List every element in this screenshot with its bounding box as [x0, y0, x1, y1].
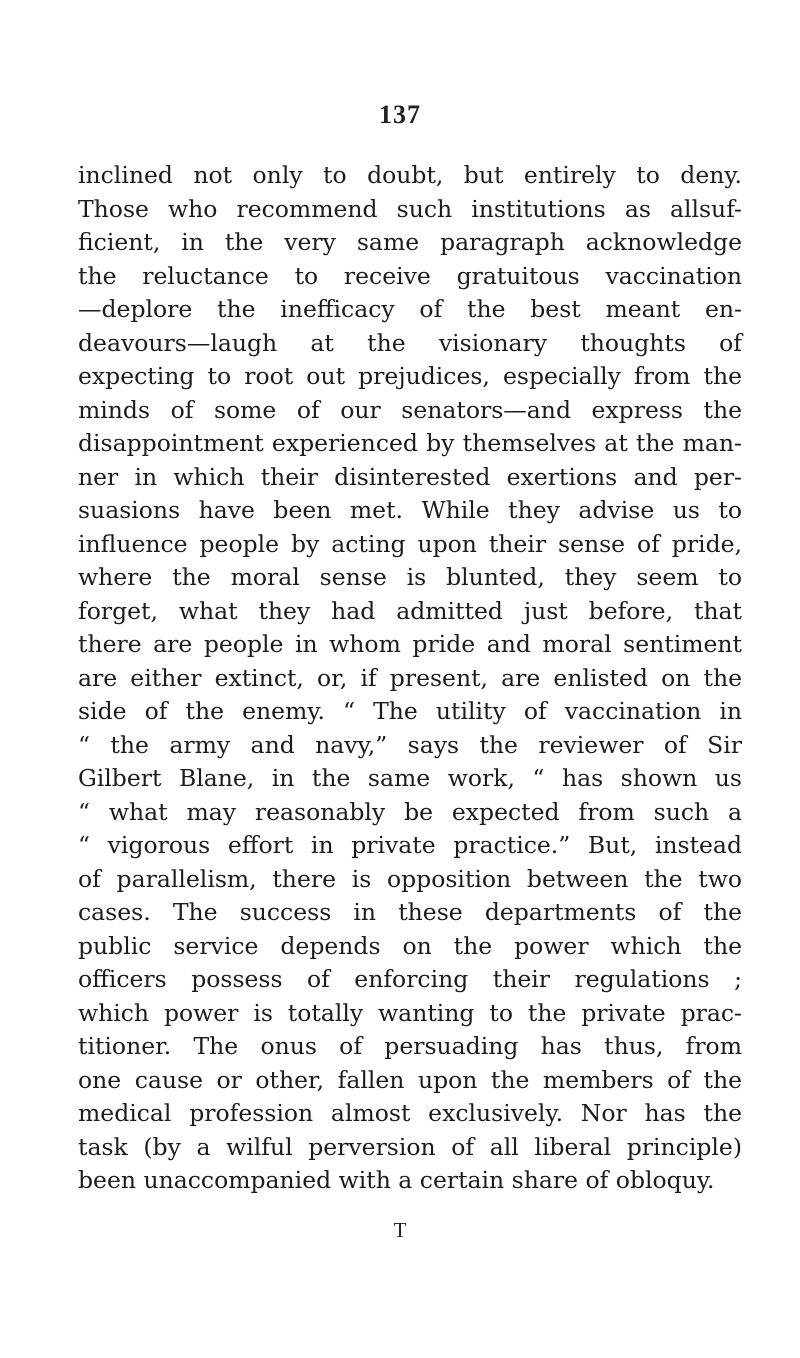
text-line: ner in which their disinterested exertions and per-: [78, 462, 742, 491]
text-line: medical profession almost exclusively. Nor has the: [78, 1099, 742, 1127]
text-line: titioner. The onus of persuading has thus, from: [78, 1032, 742, 1060]
text-line: forget, what they had admitted just before, that: [78, 596, 742, 625]
text-line: public service depends on the power which the: [78, 931, 742, 960]
page-number: 137: [379, 100, 421, 129]
text-line: are either extinct, or, if present, are enlisted on the: [78, 663, 742, 692]
text-line: side of the enemy. “ The utility of vaccination in: [78, 697, 742, 725]
text-line: deavours—laugh at the visionary thoughts of: [78, 328, 742, 357]
text-line: “ vigorous effort in private practice.” But, instead: [78, 831, 742, 859]
text-line: suasions have been met. While they advise us to: [78, 496, 742, 524]
signature-mark: T: [393, 1218, 407, 1242]
text-line: “ the army and navy,” says the reviewer of Sir: [78, 730, 742, 759]
text-line: ficient, in the very same paragraph acknowledge: [78, 228, 742, 256]
text-line: Those who recommend such institutions as allsuf-: [78, 194, 742, 223]
text-line: where the moral sense is blunted, they seem to: [78, 563, 742, 591]
text-line: there are people in whom pride and moral sentiment: [78, 630, 742, 658]
text-line: disappointment experienced by themselves at the man-: [78, 429, 742, 457]
text-line: of parallelism, there is opposition between the two: [78, 864, 742, 893]
text-line: influence people by acting upon their sense of pride,: [78, 529, 742, 558]
text-line: Gilbert Blane, in the same work, “ has shown us: [78, 764, 742, 792]
text-line: inclined not only to doubt, but entirely to deny.: [78, 161, 742, 189]
text-line: one cause or other, fallen upon the members of the: [78, 1065, 742, 1094]
text-line: officers possess of enforcing their regulations ;: [78, 965, 742, 993]
text-line: —deplore the inefficacy of the best meant en-: [78, 295, 742, 323]
text-line: “ what may reasonably be expected from such a: [78, 797, 742, 826]
text-line: expecting to root out prejudices, especially from the: [78, 362, 742, 390]
text-line: been unaccompanied with a certain share of obloquy.: [78, 1166, 715, 1194]
text-line: cases. The success in these departments of the: [78, 898, 742, 926]
text-line: task (by a wilful perversion of all liberal principle): [78, 1132, 742, 1161]
body-text: [78, 159, 742, 1198]
text-line: which power is totally wanting to the private prac-: [78, 998, 742, 1027]
text-line: minds of some of our senators—and express the: [78, 395, 742, 424]
text-line: the reluctance to receive gratuitous vaccination: [78, 261, 742, 290]
